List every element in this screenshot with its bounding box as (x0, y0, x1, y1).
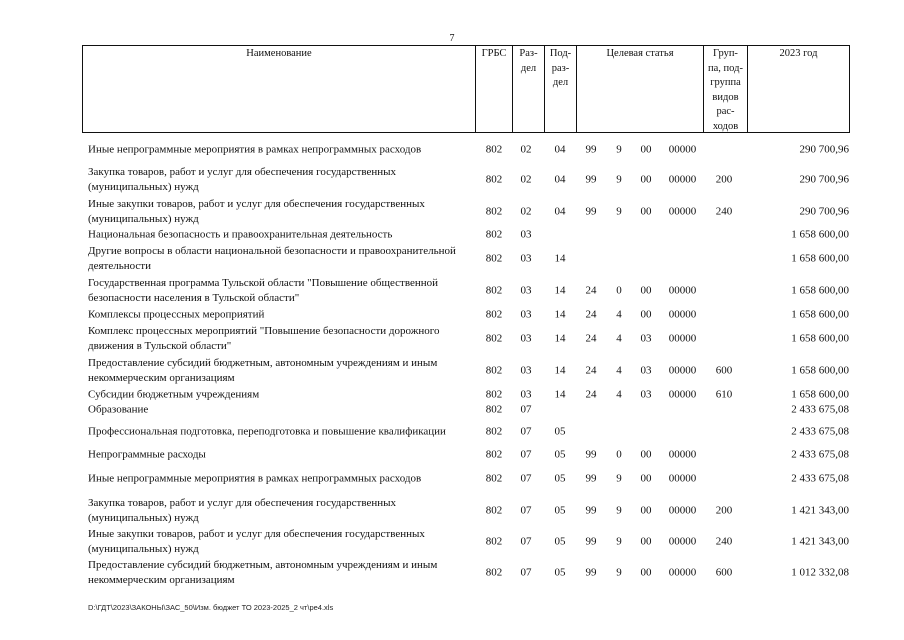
row-cs4: 00000 (668, 205, 697, 218)
row-vid: 240 (715, 535, 733, 548)
row-name: Комплексы процессных мероприятий (88, 308, 265, 321)
row-cs4: 00000 (668, 332, 697, 345)
row-cs3: 00 (640, 284, 652, 297)
row-cs1: 24 (585, 388, 597, 401)
row-amount: 1 012 332,08 (791, 566, 849, 579)
row-grbs: 802 (485, 252, 503, 265)
row-cs4: 00000 (668, 143, 697, 156)
row-cs3: 00 (640, 504, 652, 517)
row-grbs: 802 (485, 535, 503, 548)
row-cs2: 9 (616, 143, 622, 156)
table-row (0, 387, 904, 403)
row-podrazdel: 14 (554, 332, 566, 345)
row-razdel: 03 (520, 228, 532, 241)
row-amount: 290 700,96 (799, 173, 849, 186)
row-amount: 1 658 600,00 (791, 364, 849, 377)
row-amount: 2 433 675,08 (791, 425, 849, 438)
table-row (0, 138, 904, 162)
row-cs4: 00000 (668, 504, 697, 517)
row-razdel: 03 (520, 364, 532, 377)
row-cs1: 24 (585, 364, 597, 377)
row-razdel: 03 (520, 332, 532, 345)
row-razdel: 03 (520, 284, 532, 297)
row-grbs: 802 (485, 472, 503, 485)
row-cs4: 00000 (668, 364, 697, 377)
row-amount: 2 433 675,08 (791, 403, 849, 416)
row-cs3: 00 (640, 566, 652, 579)
row-cs2: 0 (616, 284, 622, 297)
row-vid: 600 (715, 364, 733, 377)
row-name: Комплекс процессных мероприятий "Повышение безопасности дорожного движения в Тульской области" (88, 325, 440, 352)
row-razdel: 07 (520, 448, 532, 461)
row-name: Иные закупки товаров, работ и услуг для обеспечения государственных (муниципальных) нужд (88, 198, 425, 225)
row-podrazdel: 05 (554, 448, 566, 461)
row-razdel: 07 (520, 504, 532, 517)
header-podrazdel: Под- раз- дел (544, 46, 576, 132)
row-podrazdel: 05 (554, 566, 566, 579)
row-amount: 1 658 600,00 (791, 252, 849, 265)
row-cs3: 00 (640, 205, 652, 218)
row-cs3: 03 (640, 364, 652, 377)
row-amount: 2 433 675,08 (791, 472, 849, 485)
row-razdel: 03 (520, 308, 532, 321)
row-razdel: 07 (520, 403, 532, 416)
row-cs4: 00000 (668, 173, 697, 186)
row-podrazdel: 05 (554, 425, 566, 438)
table-row (0, 275, 904, 307)
row-amount: 1 421 343,00 (791, 535, 849, 548)
row-cs4: 00000 (668, 448, 697, 461)
table-row (0, 417, 904, 447)
row-podrazdel: 05 (554, 535, 566, 548)
row-cs1: 24 (585, 332, 597, 345)
row-amount: 290 700,96 (799, 205, 849, 218)
row-amount: 1 658 600,00 (791, 332, 849, 345)
row-cs3: 03 (640, 388, 652, 401)
row-podrazdel: 14 (554, 364, 566, 377)
row-grbs: 802 (485, 205, 503, 218)
row-cs3: 00 (640, 173, 652, 186)
row-razdel: 07 (520, 535, 532, 548)
row-razdel: 07 (520, 425, 532, 438)
row-razdel: 02 (520, 205, 532, 218)
row-cs4: 00000 (668, 566, 697, 579)
row-razdel: 02 (520, 143, 532, 156)
row-cs2: 9 (616, 472, 622, 485)
row-cs3: 00 (640, 143, 652, 156)
row-name: Закупка товаров, работ и услуг для обеспечения государственных (муниципальных) нужд (88, 166, 397, 193)
row-vid: 200 (715, 504, 733, 517)
row-grbs: 802 (485, 143, 503, 156)
row-amount: 290 700,96 (799, 143, 849, 156)
table-row (0, 403, 904, 417)
row-vid: 240 (715, 205, 733, 218)
row-cs1: 99 (585, 566, 597, 579)
row-grbs: 802 (485, 403, 503, 416)
table-row (0, 557, 904, 589)
row-cs4: 00000 (668, 388, 697, 401)
row-cs3: 00 (640, 472, 652, 485)
row-cs4: 00000 (668, 284, 697, 297)
header-vid: Груп- па, под- группа видов рас- ходов (703, 46, 747, 132)
table-row (0, 307, 904, 323)
row-name: Иные закупки товаров, работ и услуг для обеспечения государственных (муниципальных) нужд (88, 528, 425, 555)
file-path-footer: D:\ГДТ\2023\ЗАКОНЫ\ЗАС_50\Изм. бюджет ТО 2023-2025_2 чт\ре4.xls (88, 603, 334, 612)
row-vid: 610 (715, 388, 733, 401)
row-name: Иные непрограммные мероприятия в рамках непрограммных расходов (88, 472, 422, 485)
row-grbs: 802 (485, 425, 503, 438)
row-cs3: 00 (640, 448, 652, 461)
table-row (0, 197, 904, 227)
row-name: Государственная программа Тульской области "Повышение общественной безопасности населения в Тульской области" (88, 277, 438, 304)
header-target-article: Целевая статья (576, 46, 703, 132)
row-amount: 1 421 343,00 (791, 504, 849, 517)
row-cs2: 4 (616, 308, 622, 321)
table-row (0, 447, 904, 463)
row-cs2: 9 (616, 566, 622, 579)
row-podrazdel: 04 (554, 173, 566, 186)
row-cs1: 24 (585, 308, 597, 321)
header-year: 2023 год (747, 46, 849, 132)
row-cs2: 9 (616, 173, 622, 186)
table-row (0, 355, 904, 387)
row-razdel: 07 (520, 566, 532, 579)
row-cs4: 00000 (668, 308, 697, 321)
row-amount: 1 658 600,00 (791, 284, 849, 297)
row-podrazdel: 14 (554, 252, 566, 265)
row-razdel: 02 (520, 173, 532, 186)
header-grbs: ГРБС (475, 46, 512, 132)
table-header (82, 45, 850, 133)
row-cs4: 00000 (668, 472, 697, 485)
row-cs1: 99 (585, 535, 597, 548)
table-row (0, 527, 904, 557)
header-razdel: Раз- дел (512, 46, 544, 132)
row-name: Другие вопросы в области национальной безопасности и правоохранительной деятельности (88, 245, 456, 272)
row-amount: 1 658 600,00 (791, 388, 849, 401)
row-cs1: 99 (585, 205, 597, 218)
row-razdel: 03 (520, 252, 532, 265)
row-grbs: 802 (485, 364, 503, 377)
row-name: Национальная безопасность и правоохранительная деятельность (88, 228, 393, 241)
row-name: Закупка товаров, работ и услуг для обеспечения государственных (муниципальных) нужд (88, 497, 397, 524)
page-number: 7 (449, 33, 455, 44)
row-cs3: 00 (640, 308, 652, 321)
row-grbs: 802 (485, 173, 503, 186)
table-row (0, 163, 904, 197)
row-name: Профессиональная подготовка, переподготовка и повышение квалификации (88, 425, 446, 438)
row-cs4: 00000 (668, 535, 697, 548)
row-podrazdel: 05 (554, 504, 566, 517)
row-cs2: 0 (616, 448, 622, 461)
row-podrazdel: 04 (554, 143, 566, 156)
row-cs1: 24 (585, 284, 597, 297)
row-cs1: 99 (585, 504, 597, 517)
row-name: Непрограммные расходы (88, 448, 206, 461)
row-cs2: 4 (616, 388, 622, 401)
row-razdel: 07 (520, 472, 532, 485)
row-grbs: 802 (485, 284, 503, 297)
row-cs2: 9 (616, 205, 622, 218)
row-grbs: 802 (485, 332, 503, 345)
row-podrazdel: 14 (554, 388, 566, 401)
row-grbs: 802 (485, 228, 503, 241)
header-name: Наименование (246, 48, 312, 59)
row-grbs: 802 (485, 566, 503, 579)
row-amount: 1 658 600,00 (791, 308, 849, 321)
row-amount: 2 433 675,08 (791, 448, 849, 461)
row-cs2: 9 (616, 535, 622, 548)
row-name: Предоставление субсидий бюджетным, автономным учреждениям и иным некоммерческим организациям (88, 357, 438, 384)
row-cs1: 99 (585, 448, 597, 461)
row-podrazdel: 04 (554, 205, 566, 218)
row-name: Иные непрограммные мероприятия в рамках непрограммных расходов (88, 143, 422, 156)
row-name: Субсидии бюджетным учреждениям (88, 388, 260, 401)
row-grbs: 802 (485, 388, 503, 401)
row-vid: 600 (715, 566, 733, 579)
row-cs1: 99 (585, 472, 597, 485)
row-podrazdel: 14 (554, 284, 566, 297)
table-row (0, 495, 904, 527)
row-grbs: 802 (485, 504, 503, 517)
row-name: Предоставление субсидий бюджетным, автономным учреждениям и иным некоммерческим организациям (88, 559, 438, 586)
row-cs2: 4 (616, 364, 622, 377)
table-row (0, 323, 904, 355)
row-cs2: 4 (616, 332, 622, 345)
row-podrazdel: 05 (554, 472, 566, 485)
row-cs3: 00 (640, 535, 652, 548)
row-grbs: 802 (485, 308, 503, 321)
row-podrazdel: 14 (554, 308, 566, 321)
row-vid: 200 (715, 173, 733, 186)
row-cs1: 99 (585, 143, 597, 156)
row-grbs: 802 (485, 448, 503, 461)
table-row (0, 243, 904, 275)
row-cs3: 03 (640, 332, 652, 345)
row-cs1: 99 (585, 173, 597, 186)
row-name: Образование (88, 403, 149, 416)
row-cs2: 9 (616, 504, 622, 517)
row-razdel: 03 (520, 388, 532, 401)
table-row (0, 227, 904, 243)
row-amount: 1 658 600,00 (791, 228, 849, 241)
table-row (0, 463, 904, 495)
